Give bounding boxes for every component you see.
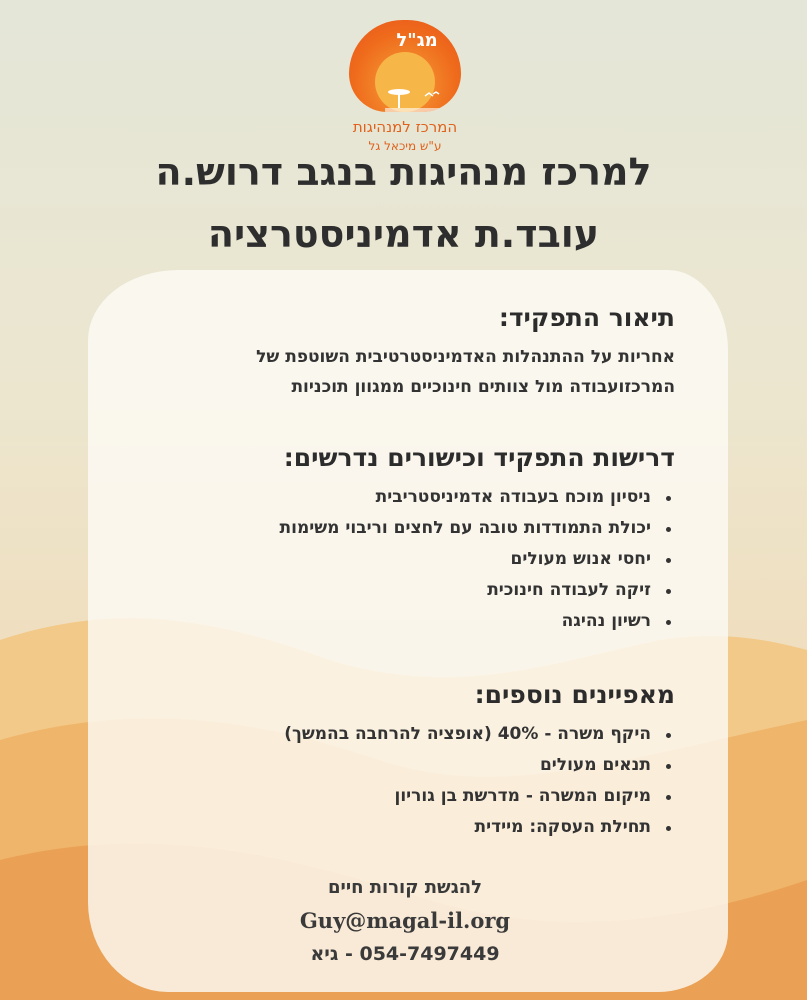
section-title: דרישות התפקיד וכישורים נדרשים: (283, 443, 675, 472)
list-item: תחילת העסקה: מיידית (284, 812, 675, 843)
list-item: מיקום המשרה - מדרשת בן גוריון (284, 781, 675, 812)
additional-features-section (284, 680, 675, 843)
list-item: היקף משרה - 40% (אופציה להרחבה בהמשך) (284, 719, 675, 750)
list-item: יחסי אנוש מעולים (280, 544, 675, 575)
headline-line2: עובד.ת אדמיניסטרציה (207, 212, 600, 256)
list-item: ניסיון מוכח בעבודה אדמיניסטריבית (280, 482, 675, 513)
contact-email-link[interactable]: Guy@magal-il.org (299, 908, 511, 933)
list-item: רשיון נהיגה (280, 606, 675, 637)
magal-logo (337, 20, 477, 153)
list-item: זיקה לעבודה חינוכית (280, 575, 675, 606)
contact-phone[interactable]: 054-7497449 - גיא (310, 943, 500, 965)
list-item: יכולת התמודדות טובה עם לחצים וריבוי משימות (280, 513, 675, 544)
logo-sun-emblem (349, 20, 461, 112)
logo-subtitle: המרכז למנהיגות (352, 118, 458, 136)
section-title: מאפיינים נוספים: (474, 680, 675, 709)
description-text (145, 342, 675, 402)
features-list (284, 719, 675, 843)
headline-line1: למרכז מנהיגות בנגב דרוש.ה (155, 150, 652, 194)
contact-label: להגשת קורות חיים (327, 877, 483, 898)
requirements-list (280, 482, 675, 637)
description-line: אחריות על ההתנהלות האדמיניסטרטיבית השוטפת של (256, 347, 675, 367)
description-line: המרכזועבודה מול צוותים חינוכיים ממגוון תוכניות (291, 377, 675, 397)
logo-tagline: ע"ש מיכאל גל (368, 139, 442, 153)
section-title: תיאור התפקיד: (498, 303, 675, 332)
acacia-tree-icon (385, 82, 445, 112)
list-item: תנאים מעולים (284, 750, 675, 781)
logo-title: מג"ל (396, 30, 438, 51)
job-description-section (145, 303, 675, 402)
requirements-section (280, 443, 675, 637)
